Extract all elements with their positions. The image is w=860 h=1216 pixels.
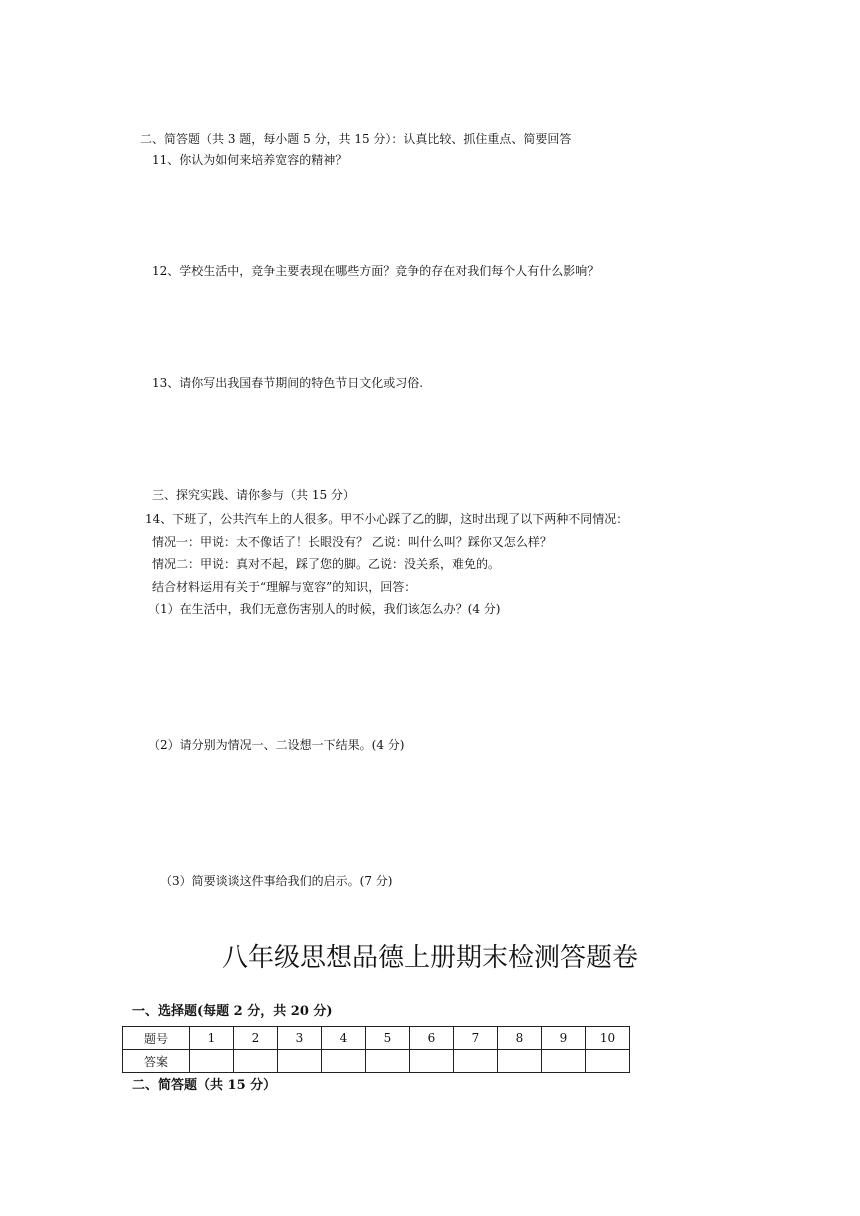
sub-question-3: （3）简要谈谈这件事给我们的启示。(7 分) (160, 874, 393, 888)
number-cell: 9 (542, 1027, 586, 1050)
number-cell: 3 (278, 1027, 322, 1050)
table-row-answers (123, 1050, 630, 1073)
answer-table (122, 1026, 630, 1073)
answer-cell[interactable] (278, 1050, 322, 1073)
answer-cell[interactable] (234, 1050, 278, 1073)
row-label-number: 题号 (123, 1027, 190, 1050)
number-cell: 7 (454, 1027, 498, 1050)
question-12: 12、学校生活中，竞争主要表现在哪些方面？竞争的存在对我们每个人有什么影响？ (152, 264, 600, 278)
number-cell: 8 (498, 1027, 542, 1050)
answer-cell[interactable] (190, 1050, 234, 1073)
question-13: 13、请你写出我国春节期间的特色节日文化或习俗. (152, 376, 424, 390)
answer-cell[interactable] (542, 1050, 586, 1073)
number-cell: 10 (586, 1027, 630, 1050)
number-cell: 4 (322, 1027, 366, 1050)
answer-cell[interactable] (322, 1050, 366, 1073)
section2-header: 二、简答题（共 15 分） (132, 1078, 277, 1093)
answer-cell[interactable] (586, 1050, 630, 1073)
sub-question-2: （2）请分别为情况一、二设想一下结果。(4 分) (148, 738, 405, 752)
case-one: 情况一：甲说：太不像话了！长眼没有？ 乙说：叫什么叫？踩你又怎么样？ (152, 535, 552, 549)
question-14: 14、下班了，公共汽车上的人很多。甲不小心踩了乙的脚，这时出现了以下两种不同情况： (145, 512, 629, 526)
case-two: 情况二：甲说：真对不起，踩了您的脚。乙说：没关系，难免的。 (152, 557, 501, 571)
instruction: 结合材料运用有关于“理解与宽容”的知识，回答： (152, 580, 417, 594)
short-answer-header: 二、简答题（共 3 题，每小题 5 分，共 15 分）：认真比较、抓住重点、简要回答 (140, 132, 572, 146)
answer-sheet-title: 八年级思想品德上册期末检测答题卷 (221, 943, 638, 973)
answer-cell[interactable] (410, 1050, 454, 1073)
answer-cell[interactable] (366, 1050, 410, 1073)
answer-cell[interactable] (454, 1050, 498, 1073)
answer-cell[interactable] (498, 1050, 542, 1073)
table-row-numbers (123, 1027, 630, 1050)
number-cell: 1 (190, 1027, 234, 1050)
sub-question-1: （1）在生活中，我们无意伤害别人的时候，我们该怎么办？(4 分) (148, 602, 501, 616)
question-11: 11、你认为如何来培养宽容的精神？ (152, 153, 348, 167)
section1-header: 一、选择题(每题 2 分，共 20 分) (132, 1004, 333, 1019)
number-cell: 6 (410, 1027, 454, 1050)
inquiry-header: 三、探究实践、请你参与（共 15 分） (152, 488, 355, 502)
row-label-answer: 答案 (123, 1050, 190, 1073)
number-cell: 5 (366, 1027, 410, 1050)
number-cell: 2 (234, 1027, 278, 1050)
